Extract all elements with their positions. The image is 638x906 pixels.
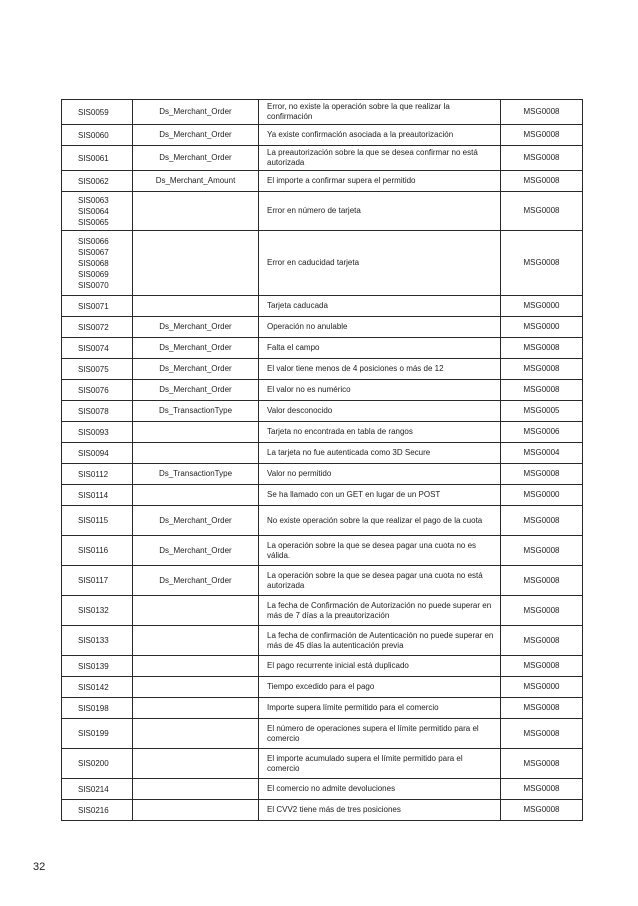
parameter-cell: Ds_Merchant_Order bbox=[133, 338, 259, 359]
parameter-cell bbox=[133, 779, 259, 800]
error-code: SIS0093 bbox=[78, 427, 109, 437]
error-code-cell bbox=[62, 596, 133, 626]
parameter-cell bbox=[133, 596, 259, 626]
description-cell: La tarjeta no fue autenticada como 3D Secure bbox=[259, 443, 501, 464]
table-row bbox=[62, 296, 583, 317]
description-cell: Error en número de tarjeta bbox=[259, 192, 501, 231]
error-code-cell bbox=[62, 464, 133, 485]
description-cell: La fecha de confirmación de Autenticación no puede superar en más de 45 días la autenticación previa bbox=[259, 626, 501, 656]
description-cell: El comercio no admite devoluciones bbox=[259, 779, 501, 800]
parameter-cell: Ds_Merchant_Order bbox=[133, 566, 259, 596]
description-cell: Tarjeta no encontrada en tabla de rangos bbox=[259, 422, 501, 443]
description-cell: La preautorización sobre la que se desea confirmar no está autorizada bbox=[259, 146, 501, 171]
description-cell: El importe a confirmar supera el permitido bbox=[259, 171, 501, 192]
description-cell: Valor desconocido bbox=[259, 401, 501, 422]
error-code-cell bbox=[62, 677, 133, 698]
error-code: SIS0070 bbox=[78, 280, 109, 290]
message-code-cell: MSG0008 bbox=[501, 100, 583, 125]
description-cell: Error, no existe la operación sobre la que realizar la confirmación bbox=[259, 100, 501, 125]
description-cell: La operación sobre la que se desea pagar una cuota no es válida. bbox=[259, 536, 501, 566]
table-row bbox=[62, 231, 583, 296]
message-code-cell: MSG0008 bbox=[501, 338, 583, 359]
table-row bbox=[62, 677, 583, 698]
error-code: SIS0060 bbox=[78, 130, 109, 140]
parameter-cell bbox=[133, 192, 259, 231]
parameter-cell: Ds_Merchant_Order bbox=[133, 536, 259, 566]
error-code-cell bbox=[62, 146, 133, 171]
error-code: SIS0114 bbox=[78, 490, 109, 500]
table-row bbox=[62, 656, 583, 677]
error-codes-table-body bbox=[62, 100, 583, 821]
table-row bbox=[62, 359, 583, 380]
error-code: SIS0078 bbox=[78, 406, 109, 416]
error-code: SIS0117 bbox=[78, 576, 109, 585]
error-code-cell bbox=[62, 338, 133, 359]
error-codes-table bbox=[61, 99, 583, 821]
parameter-cell: Ds_Merchant_Order bbox=[133, 100, 259, 125]
table-row bbox=[62, 566, 583, 596]
table-row bbox=[62, 626, 583, 656]
parameter-cell bbox=[133, 296, 259, 317]
description-cell: El número de operaciones supera el límite permitido para el comercio bbox=[259, 719, 501, 749]
message-code-cell: MSG0000 bbox=[501, 677, 583, 698]
error-code: SIS0067 bbox=[78, 247, 109, 257]
parameter-cell bbox=[133, 422, 259, 443]
error-code: SIS0139 bbox=[78, 661, 109, 671]
error-code-cell bbox=[62, 171, 133, 192]
table-row bbox=[62, 171, 583, 192]
table-row bbox=[62, 125, 583, 146]
error-code: SIS0076 bbox=[78, 385, 109, 395]
table-row bbox=[62, 719, 583, 749]
parameter-cell: Ds_Merchant_Order bbox=[133, 146, 259, 171]
parameter-cell bbox=[133, 677, 259, 698]
error-code: SIS0072 bbox=[78, 322, 109, 332]
error-code: SIS0200 bbox=[78, 759, 109, 768]
description-cell: Tiempo excedido para el pago bbox=[259, 677, 501, 698]
description-cell: Operación no anulable bbox=[259, 317, 501, 338]
error-code: SIS0132 bbox=[78, 606, 109, 615]
parameter-cell bbox=[133, 719, 259, 749]
description-cell: Tarjeta caducada bbox=[259, 296, 501, 317]
parameter-cell bbox=[133, 749, 259, 779]
error-code-cell bbox=[62, 536, 133, 566]
parameter-cell bbox=[133, 626, 259, 656]
error-code-cell bbox=[62, 566, 133, 596]
error-code-cell bbox=[62, 656, 133, 677]
message-code-cell: MSG0008 bbox=[501, 125, 583, 146]
parameter-cell bbox=[133, 485, 259, 506]
parameter-cell bbox=[133, 698, 259, 719]
error-code: SIS0064 bbox=[78, 206, 109, 216]
table-row bbox=[62, 422, 583, 443]
description-cell: El valor no es numérico bbox=[259, 380, 501, 401]
error-code: SIS0062 bbox=[78, 176, 109, 186]
description-cell: Error en caducidad tarjeta bbox=[259, 231, 501, 296]
message-code-cell: MSG0008 bbox=[501, 506, 583, 536]
error-code-cell bbox=[62, 506, 133, 536]
parameter-cell: Ds_Merchant_Order bbox=[133, 359, 259, 380]
description-cell: Importe supera límite permitido para el comercio bbox=[259, 698, 501, 719]
message-code-cell: MSG0000 bbox=[501, 296, 583, 317]
error-code: SIS0071 bbox=[78, 301, 109, 311]
description-cell: Se ha llamado con un GET en lugar de un POST bbox=[259, 485, 501, 506]
message-code-cell: MSG0008 bbox=[501, 231, 583, 296]
description-cell: El importe acumulado supera el límite permitido para el comercio bbox=[259, 749, 501, 779]
parameter-cell: Ds_Merchant_Amount bbox=[133, 171, 259, 192]
parameter-cell bbox=[133, 231, 259, 296]
error-code: SIS0216 bbox=[78, 805, 109, 815]
description-cell: La operación sobre la que se desea pagar una cuota no está autorizada bbox=[259, 566, 501, 596]
error-code-cell bbox=[62, 359, 133, 380]
error-code-cell bbox=[62, 192, 133, 231]
table-row bbox=[62, 536, 583, 566]
error-code: SIS0112 bbox=[78, 469, 109, 479]
error-code-cell bbox=[62, 749, 133, 779]
message-code-cell: MSG0008 bbox=[501, 626, 583, 656]
table-row bbox=[62, 338, 583, 359]
error-code-cell bbox=[62, 317, 133, 338]
table-row bbox=[62, 380, 583, 401]
message-code-cell: MSG0000 bbox=[501, 317, 583, 338]
parameter-cell: Ds_Merchant_Order bbox=[133, 125, 259, 146]
parameter-cell: Ds_Merchant_Order bbox=[133, 317, 259, 338]
error-code: SIS0116 bbox=[78, 546, 109, 555]
table-row bbox=[62, 443, 583, 464]
message-code-cell: MSG0008 bbox=[501, 146, 583, 171]
message-code-cell: MSG0008 bbox=[501, 719, 583, 749]
table-row bbox=[62, 506, 583, 536]
parameter-cell bbox=[133, 800, 259, 821]
description-cell: El valor tiene menos de 4 posiciones o más de 12 bbox=[259, 359, 501, 380]
message-code-cell: MSG0008 bbox=[501, 779, 583, 800]
table-row bbox=[62, 464, 583, 485]
error-code-cell bbox=[62, 125, 133, 146]
parameter-cell: Ds_TransactionType bbox=[133, 401, 259, 422]
message-code-cell: MSG0008 bbox=[501, 566, 583, 596]
description-cell: El CVV2 tiene más de tres posiciones bbox=[259, 800, 501, 821]
error-code-cell bbox=[62, 443, 133, 464]
description-cell: Ya existe confirmación asociada a la preautorización bbox=[259, 125, 501, 146]
error-code-cell bbox=[62, 296, 133, 317]
message-code-cell: MSG0005 bbox=[501, 401, 583, 422]
description-cell: Falta el campo bbox=[259, 338, 501, 359]
table-row bbox=[62, 317, 583, 338]
error-code-cell bbox=[62, 698, 133, 719]
message-code-cell: MSG0008 bbox=[501, 749, 583, 779]
error-code: SIS0198 bbox=[78, 703, 109, 713]
error-code: SIS0066 bbox=[78, 236, 109, 246]
parameter-cell: Ds_TransactionType bbox=[133, 464, 259, 485]
message-code-cell: MSG0008 bbox=[501, 800, 583, 821]
parameter-cell: Ds_Merchant_Order bbox=[133, 506, 259, 536]
error-code: SIS0074 bbox=[78, 343, 109, 353]
error-code: SIS0214 bbox=[78, 784, 109, 794]
message-code-cell: MSG0008 bbox=[501, 380, 583, 401]
table-row bbox=[62, 596, 583, 626]
parameter-cell bbox=[133, 656, 259, 677]
error-code-cell bbox=[62, 485, 133, 506]
description-cell: No existe operación sobre la que realizar el pago de la cuota bbox=[259, 506, 501, 536]
table-row bbox=[62, 146, 583, 171]
table-row bbox=[62, 698, 583, 719]
message-code-cell: MSG0004 bbox=[501, 443, 583, 464]
error-code: SIS0094 bbox=[78, 448, 109, 458]
error-code: SIS0061 bbox=[78, 153, 109, 163]
message-code-cell: MSG0008 bbox=[501, 192, 583, 231]
error-code: SIS0075 bbox=[78, 364, 109, 374]
table-row bbox=[62, 100, 583, 125]
parameter-cell bbox=[133, 443, 259, 464]
message-code-cell: MSG0008 bbox=[501, 596, 583, 626]
error-code-cell bbox=[62, 231, 133, 296]
table-row bbox=[62, 192, 583, 231]
description-cell: La fecha de Confirmación de Autorización no puede superar en más de 7 días a la preautorización bbox=[259, 596, 501, 626]
message-code-cell: MSG0008 bbox=[501, 464, 583, 485]
error-code: SIS0063 bbox=[78, 195, 109, 205]
message-code-cell: MSG0008 bbox=[501, 656, 583, 677]
error-code: SIS0133 bbox=[78, 636, 109, 645]
message-code-cell: MSG0008 bbox=[501, 698, 583, 719]
page-number: 32 bbox=[33, 861, 46, 873]
description-cell: Valor no permitido bbox=[259, 464, 501, 485]
error-code-cell bbox=[62, 719, 133, 749]
error-code: SIS0068 bbox=[78, 258, 109, 268]
table-row bbox=[62, 401, 583, 422]
message-code-cell: MSG0008 bbox=[501, 359, 583, 380]
message-code-cell: MSG0008 bbox=[501, 536, 583, 566]
message-code-cell: MSG0008 bbox=[501, 171, 583, 192]
error-code-cell bbox=[62, 779, 133, 800]
table-row bbox=[62, 800, 583, 821]
error-code: SIS0115 bbox=[78, 516, 109, 525]
error-code: SIS0069 bbox=[78, 269, 109, 279]
parameter-cell: Ds_Merchant_Order bbox=[133, 380, 259, 401]
error-code-cell bbox=[62, 800, 133, 821]
message-code-cell: MSG0000 bbox=[501, 485, 583, 506]
description-cell: El pago recurrente inicial está duplicado bbox=[259, 656, 501, 677]
error-code: SIS0059 bbox=[78, 107, 109, 117]
table-row bbox=[62, 749, 583, 779]
error-code-cell bbox=[62, 626, 133, 656]
table-row bbox=[62, 779, 583, 800]
error-code-cell bbox=[62, 401, 133, 422]
error-code-cell bbox=[62, 380, 133, 401]
error-code-cell bbox=[62, 422, 133, 443]
error-code-cell bbox=[62, 100, 133, 125]
table-row bbox=[62, 485, 583, 506]
error-code: SIS0065 bbox=[78, 217, 109, 227]
message-code-cell: MSG0006 bbox=[501, 422, 583, 443]
error-code: SIS0199 bbox=[78, 729, 109, 738]
error-code: SIS0142 bbox=[78, 682, 109, 692]
